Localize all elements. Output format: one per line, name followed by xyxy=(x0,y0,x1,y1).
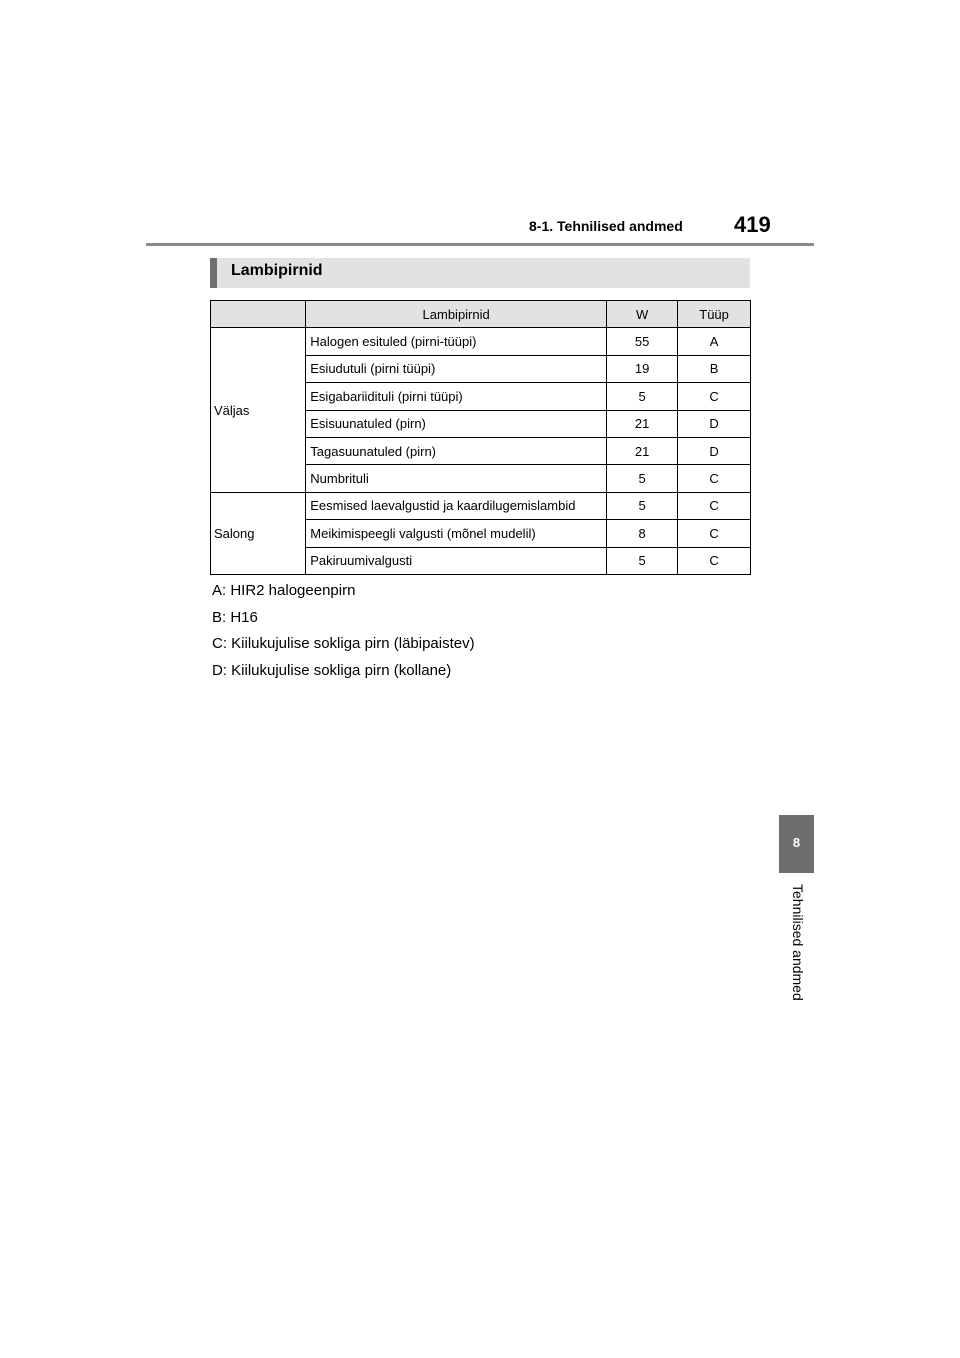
lamp-name: Halogen esituled (pirni-tüüpi) xyxy=(306,328,607,355)
lamp-watt: 5 xyxy=(607,465,678,492)
legend-item: D: Kiilukujulise sokliga pirn (kollane) xyxy=(212,661,452,679)
column-header-watt: W xyxy=(607,301,678,328)
lamp-name: Tagasuunatuled (pirn) xyxy=(306,437,607,464)
lamp-watt: 5 xyxy=(607,383,678,410)
lamp-watt: 21 xyxy=(607,410,678,437)
lamp-name: Numbrituli xyxy=(306,465,607,492)
lamp-type: A xyxy=(678,328,751,355)
page-number: 419 xyxy=(734,212,771,237)
lamp-name: Pakiruumivalgusti xyxy=(306,547,607,574)
lamp-watt: 5 xyxy=(607,492,678,519)
lamp-name: Esiudutuli (pirni tüüpi) xyxy=(306,355,607,382)
section-title: Lambipirnid xyxy=(231,262,323,279)
table-row xyxy=(211,492,751,519)
lamp-type: C xyxy=(678,520,751,547)
lamp-watt: 5 xyxy=(607,547,678,574)
chapter-header-title: 8-1. Tehnilised andmed xyxy=(529,218,683,234)
header-divider xyxy=(146,243,814,246)
lamp-name: Meikimispeegli valgusti (mõnel mudelil) xyxy=(306,520,607,547)
lamp-watt: 21 xyxy=(607,437,678,464)
lamp-watt: 55 xyxy=(607,328,678,355)
lamp-type: C xyxy=(678,465,751,492)
column-header-type: Tüüp xyxy=(678,301,751,328)
bulb-type-legend xyxy=(212,582,475,688)
lamp-type: C xyxy=(678,492,751,519)
lamp-name: Esisuunatuled (pirn) xyxy=(306,410,607,437)
lamp-type: D xyxy=(678,437,751,464)
section-heading-bar xyxy=(210,258,750,288)
lamp-type: C xyxy=(678,383,751,410)
chapter-tab xyxy=(779,815,814,873)
table-header-row xyxy=(211,301,751,328)
chapter-tab-label: Tehnilised andmed xyxy=(790,884,806,1001)
legend-item: B: H16 xyxy=(212,608,258,626)
legend-item: C: Kiilukujulise sokliga pirn (läbipaistev) xyxy=(212,635,475,652)
lamp-type: D xyxy=(678,410,751,437)
group-label-exterior: Väljas xyxy=(211,328,306,492)
table-row xyxy=(211,328,751,355)
column-header-group xyxy=(211,301,306,328)
lamp-name: Eesmised laevalgustid ja kaardilugemislambid xyxy=(306,492,607,519)
lamp-type: B xyxy=(678,355,751,382)
group-label-interior: Salong xyxy=(211,492,306,574)
lamp-name: Esigabariidituli (pirni tüüpi) xyxy=(306,383,607,410)
bulb-table xyxy=(210,300,751,575)
column-header-lamp: Lambipirnid xyxy=(306,301,607,328)
lamp-watt: 8 xyxy=(607,520,678,547)
legend-item: A: HIR2 halogeenpirn xyxy=(212,582,356,599)
chapter-tab-number: 8 xyxy=(792,835,801,850)
lamp-watt: 19 xyxy=(607,355,678,382)
lamp-type: C xyxy=(678,547,751,574)
